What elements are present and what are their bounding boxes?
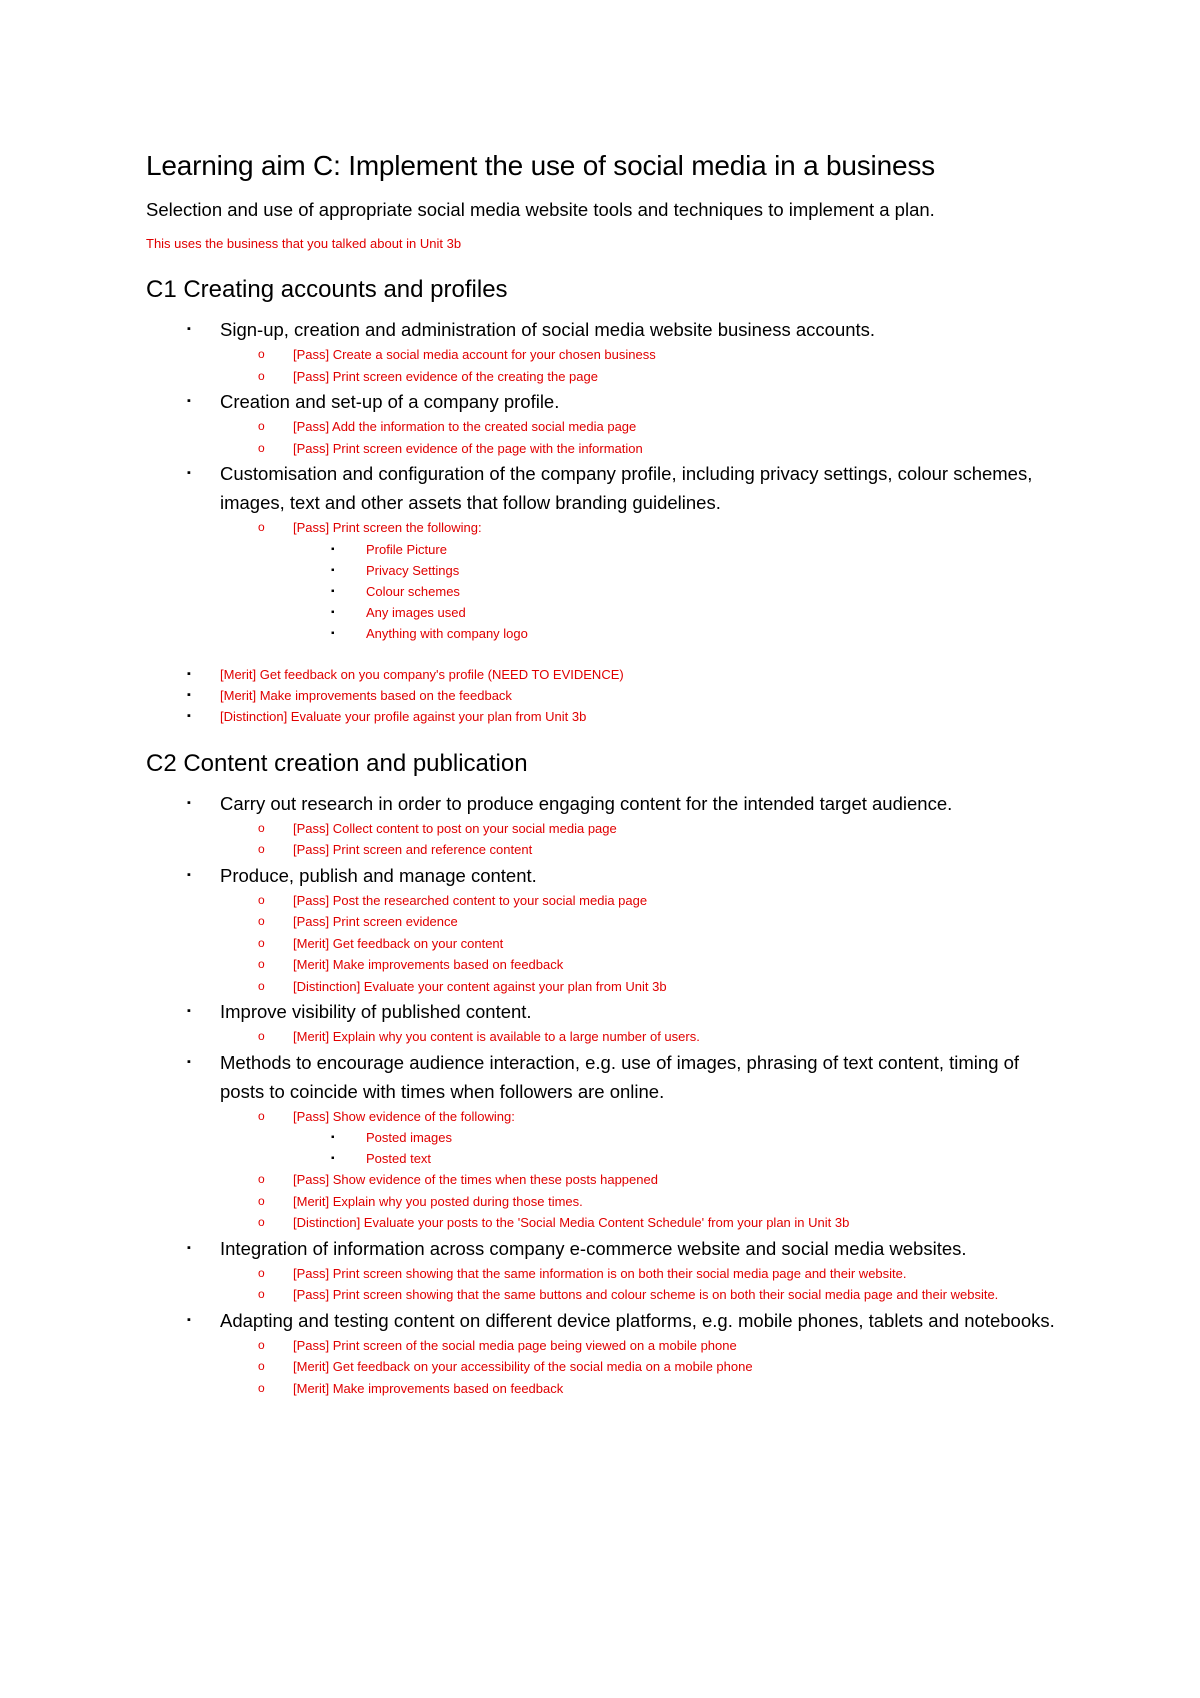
list-item [146,387,1066,459]
list-item-text: Sign-up, creation and administration of social media website business accounts. [220,319,876,340]
section-heading-c2: C2 Content creation and publication [146,749,528,777]
sub-list-item: o [Distinction] Evaluate your posts to the 'Social Media Content Schedule' from your plan in Unit 3b [146,1212,1066,1234]
list-item-text: Integration of information across company e-commerce website and social media websites. [220,1237,967,1259]
sub-list-item: o [Pass] Print screen evidence of the page with the information [146,438,1066,460]
c2-list [146,789,1066,1400]
list-item-text: Adapting and testing content on different device platforms, e.g. mobile phones, tablets and notebooks. [220,1309,1055,1331]
sub-list-item: o [Pass] Show evidence of the times when these posts happened [146,1169,1066,1191]
list-item [146,1048,1066,1234]
sub-list-item: o [Pass] Add the information to the created social media page [146,416,1066,438]
list-item [146,861,1066,998]
list-item: ▪ [Distinction] Evaluate your profile against your plan from Unit 3b [146,706,1066,727]
sub-list-item: o [Merit] Get feedback on your accessibility of the social media on a mobile phone [146,1356,1066,1378]
sub-list-item: o [Distinction] Evaluate your content against your plan from Unit 3b [146,976,1066,998]
sub-list-item: o [Pass] Print screen showing that the same buttons and colour scheme is on both their social media page and their website. [146,1284,1066,1306]
sub-sub-list-item: ▪ Colour schemes [146,581,1066,602]
spacer [146,644,1066,664]
sub-sub-list-item: ▪ Posted images [146,1127,1066,1148]
sub-list-item-text: [Pass] Show evidence of the following: [293,1108,515,1124]
sub-list-item: o [Pass] Print screen showing that the same information is on both their social media page and their website. [146,1263,1066,1285]
list-item-text: Carry out research in order to produce engaging content for the intended target audience. [220,792,953,814]
sub-sub-list-item: ▪ Profile Picture [146,539,1066,560]
sub-list-item: o [Merit] Make improvements based on feedback [146,1378,1066,1400]
sub-sub-list-item: ▪ Privacy Settings [146,560,1066,581]
sub-list-item: o [Pass] Print screen and reference content [146,839,1066,861]
list-item [146,789,1066,861]
sub-sub-list-item: ▪ Posted text [146,1148,1066,1169]
sub-list-item: o [Pass] Print screen evidence of the creating the page [146,366,1066,388]
sub-list-item: o [Merit] Get feedback on your content [146,933,1066,955]
document-title: Learning aim C: Implement the use of social media in a business [146,150,935,181]
document-note: This uses the business that you talked about in Unit 3b [146,236,462,251]
sub-list-item-text: [Pass] Print screen the following: [293,520,482,535]
section-heading-c1: C1 Creating accounts and profiles [146,276,508,303]
list-item-text: Methods to encourage audience interaction, e.g. use of images, phrasing of text content, timing of posts to coincide with times when followers are online. [220,1051,1020,1102]
list-item-text: Customisation and configuration of the company profile, including privacy settings, colour schemes, images, text and other assets that follow branding guidelines. [220,463,1033,513]
sub-list-item: o [Merit] Explain why you posted during those times. [146,1191,1066,1213]
document-page [146,146,1066,1399]
list-item-text: Improve visibility of published content. [220,1001,532,1022]
sub-list-item: o [Pass] Print screen evidence [146,911,1066,933]
sub-list-item: o [Pass] Post the researched content to your social media page [146,890,1066,912]
list-item [146,1234,1066,1306]
sub-list-item: o [Merit] Explain why you content is available to a large number of users. [146,1026,1066,1048]
list-item-text: Creation and set-up of a company profile. [220,391,560,412]
list-item [146,315,1066,387]
list-item [146,459,1066,644]
list-item [146,997,1066,1048]
list-item: ▪ [Merit] Make improvements based on the feedback [146,685,1066,706]
list-item-text: Produce, publish and manage content. [220,864,537,886]
sub-sub-list-item: ▪ Any images used [146,602,1066,623]
sub-list-item: o [Pass] Create a social media account for your chosen business [146,344,1066,366]
c1-list [146,315,1066,644]
c1-extra-list [146,664,1066,727]
list-item: ▪ [Merit] Get feedback on you company's profile (NEED TO EVIDENCE) [146,664,1066,685]
document-subtitle: Selection and use of appropriate social media website tools and techniques to implement a plan. [146,199,935,220]
sub-list-item: o [Merit] Make improvements based on feedback [146,954,1066,976]
sub-list-item: o [Pass] Collect content to post on your social media page [146,818,1066,840]
sub-list-item [146,1106,1066,1170]
list-item [146,1306,1066,1400]
sub-sub-list-item: ▪ Anything with company logo [146,623,1066,644]
sub-list-item [146,517,1066,644]
sub-list-item: o [Pass] Print screen of the social media page being viewed on a mobile phone [146,1335,1066,1357]
